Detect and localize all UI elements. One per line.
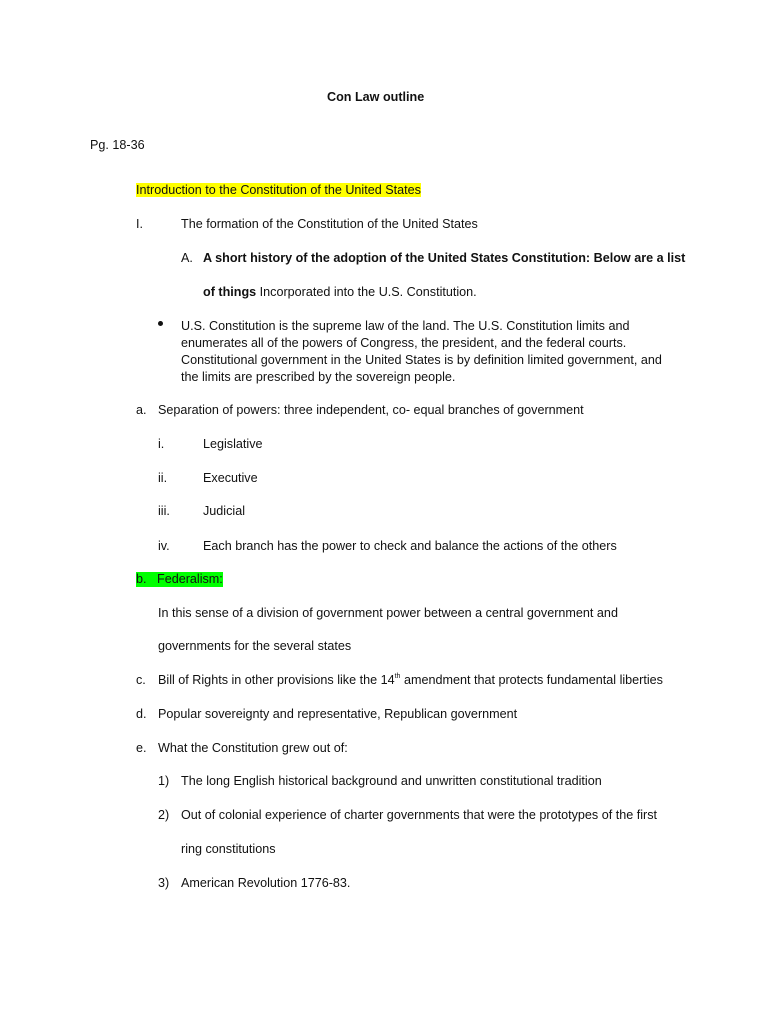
- section-a-line1: A short history of the adoption of the United States Constitution: Below are a list: [203, 251, 686, 265]
- bullet-icon: [158, 321, 163, 326]
- numbered-text-2: Out of colonial experience of charter governments that were the prototypes of the first: [181, 808, 658, 822]
- page-range: Pg. 18-36: [90, 138, 145, 152]
- numbered-text-2-cont: ring constitutions: [181, 842, 276, 856]
- numbered-marker-1: 1): [158, 774, 170, 788]
- item-b-marker: b.: [136, 572, 147, 586]
- item-e-text: What the Constitution grew out of:: [158, 741, 348, 755]
- roman-text-1: Legislative: [203, 437, 263, 451]
- item-a-text: Separation of powers: three independent, co- equal branches of government: [158, 403, 584, 417]
- item-b-text: Federalism:: [157, 572, 223, 586]
- item-c-text-before: Bill of Rights in other provisions like the 14: [158, 673, 395, 687]
- intro-heading-wrap: [136, 183, 421, 198]
- numbered-marker-3: 3): [158, 876, 170, 890]
- document-title: Con Law outline: [327, 90, 425, 104]
- bullet-line-4: the limits are prescribed by the sovereign people.: [181, 370, 456, 384]
- roman-marker-2: ii.: [158, 471, 168, 485]
- item-d-text: Popular sovereignty and representative, Republican government: [158, 707, 518, 721]
- section-i-marker: I.: [136, 217, 143, 231]
- item-c-superscript: th: [394, 673, 401, 680]
- federalism-line-1: In this sense of a division of government power between a central government and: [158, 606, 618, 620]
- section-i-text: The formation of the Constitution of the United States: [181, 217, 478, 231]
- item-c-text-after: amendment that protects fundamental liberties: [400, 673, 663, 687]
- section-a-line2-rest: Incorporated into the U.S. Constitution.: [256, 285, 477, 299]
- bullet-line-3: Constitutional government in the United States is by definition limited government, and: [181, 353, 662, 367]
- roman-marker-3: iii.: [158, 504, 170, 518]
- numbered-text-1: The long English historical background and unwritten constitutional tradition: [181, 774, 602, 788]
- item-c-marker: c.: [136, 673, 146, 687]
- bullet-line-2: enumerates all of the powers of Congress, the president, and the federal courts.: [181, 336, 627, 350]
- federalism-line-2: governments for the several states: [158, 639, 352, 653]
- item-c-text: [158, 673, 663, 688]
- bullet-line-1: U.S. Constitution is the supreme law of the land. The U.S. Constitution limits and: [181, 319, 630, 333]
- section-a-marker: A.: [181, 251, 193, 265]
- roman-marker-4: iv.: [158, 539, 170, 553]
- roman-text-3: Judicial: [203, 504, 245, 518]
- roman-text-2: Executive: [203, 471, 258, 485]
- roman-text-4: Each branch has the power to check and balance the actions of the others: [203, 539, 617, 553]
- item-d-marker: d.: [136, 707, 147, 721]
- roman-marker-1: i.: [158, 437, 165, 451]
- item-b: [136, 572, 223, 587]
- numbered-text-3: American Revolution 1776-83.: [181, 876, 351, 890]
- section-a-line2-bold: of things: [203, 285, 257, 299]
- section-a-line2: [203, 285, 477, 300]
- item-a-marker: a.: [136, 403, 147, 417]
- item-e-marker: e.: [136, 741, 147, 755]
- numbered-marker-2: 2): [158, 808, 170, 822]
- intro-heading: Introduction to the Constitution of the United States: [136, 183, 421, 197]
